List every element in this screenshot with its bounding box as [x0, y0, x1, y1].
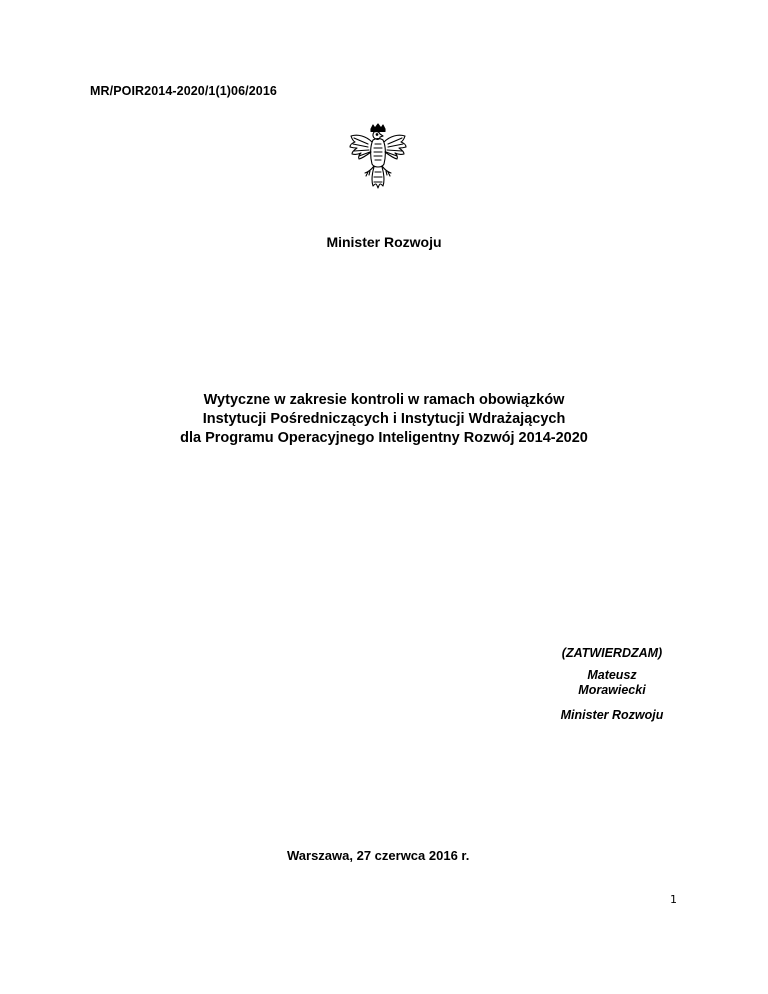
signatory-first-name: Mateusz — [587, 668, 637, 682]
approval-label: (ZATWIERDZAM) — [561, 646, 663, 660]
title-line-3: dla Programu Operacyjnego Inteligentny Rozwój 2014-2020 — [180, 430, 588, 446]
title-line-2: Instytucji Pośredniczących i Instytucji Wdrażających — [202, 411, 566, 427]
reference-number: MR/POIR2014-2020/1(1)06/2016 — [90, 84, 277, 98]
title-line-1: Wytyczne w zakresie kontroli w ramach obowiązków — [203, 392, 565, 408]
issuer-heading: Minister Rozwoju — [326, 234, 442, 250]
signatory-position: Minister Rozwoju — [560, 708, 664, 722]
document-title — [0, 391, 768, 448]
place-and-date: Warszawa, 27 czerwca 2016 r. — [287, 848, 470, 863]
polish-eagle-emblem-icon — [342, 122, 414, 194]
approval-block — [548, 646, 676, 722]
signatory-last-name: Morawiecki — [578, 683, 646, 697]
page-number: 1 — [670, 893, 677, 906]
